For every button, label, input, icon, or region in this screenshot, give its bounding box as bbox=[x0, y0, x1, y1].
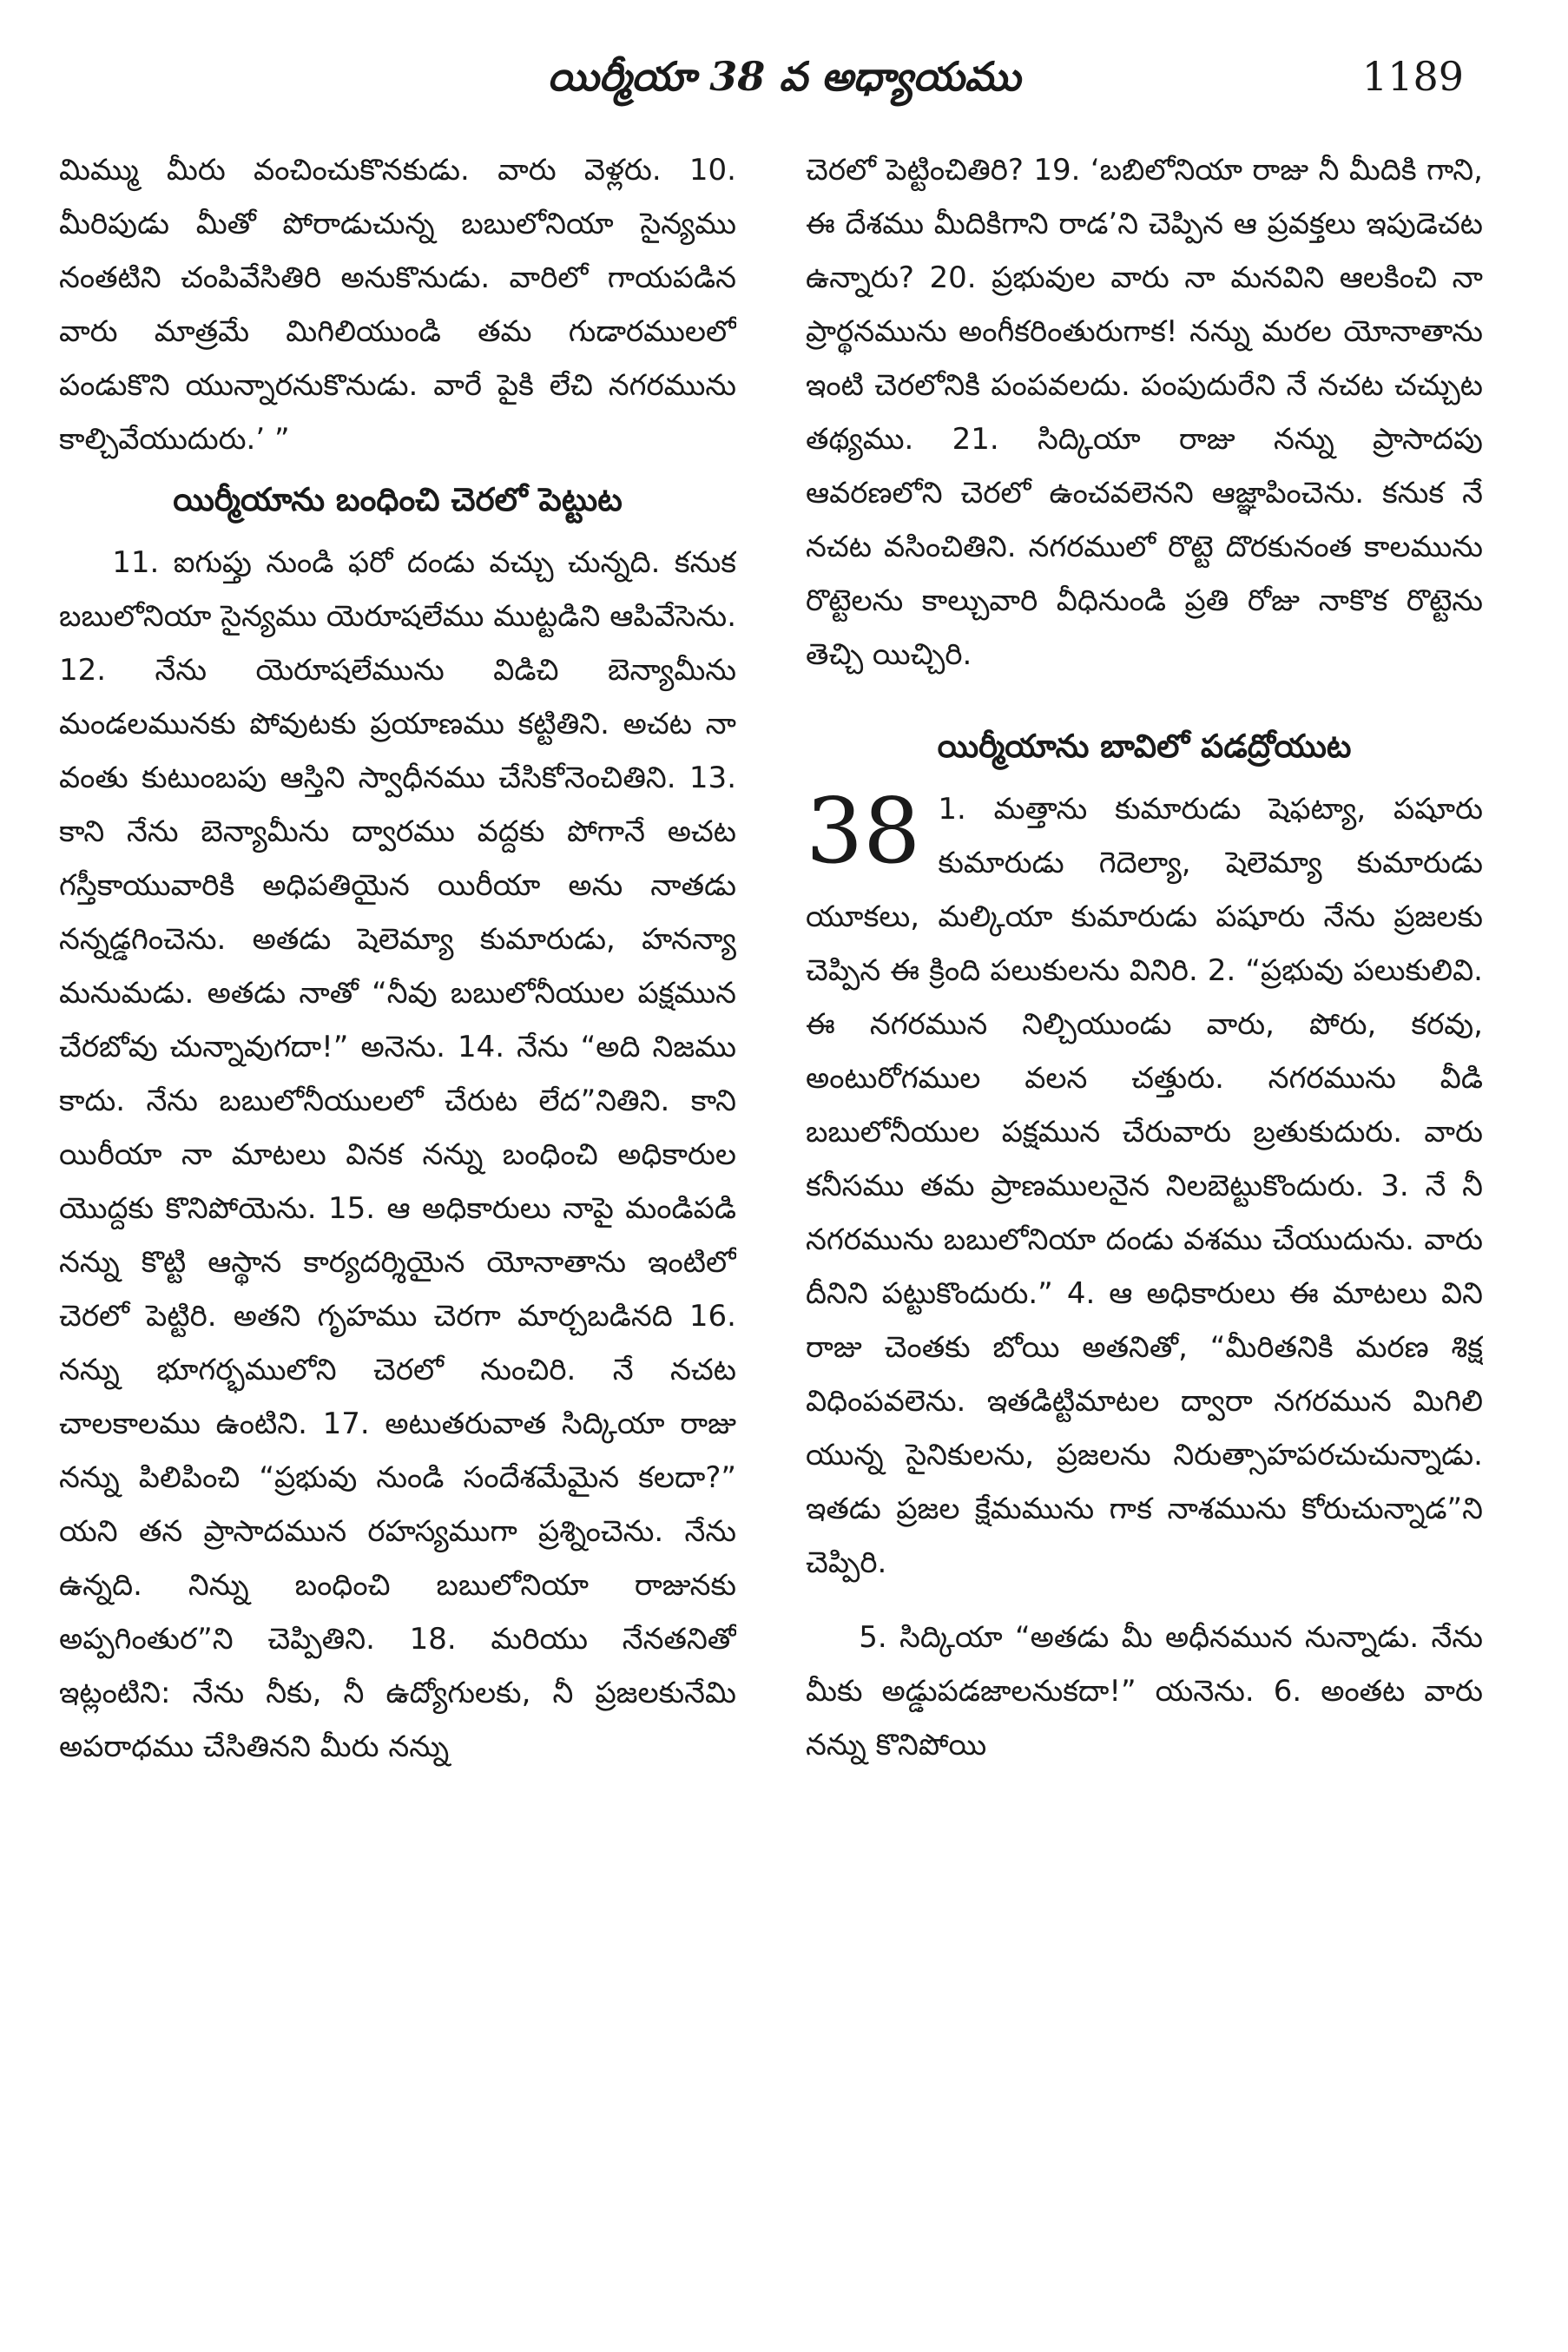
chapter-opening-paragraph bbox=[806, 778, 1483, 1590]
paragraph: 11. ఐగుప్తు నుండి ఫరో దండు వచ్చు చున్నది. కనుక బబులోనియా సైన్యము యెరూషలేము ముట్టడిని ఆపివేసెను. 12. నేను యెరూషలేమును విడిచి బెన్యామీను మండలమునకు పోవుటకు ప్రయాణము కట్టితిని. అచట నా వంతు కుటుంబపు ఆస్తిని స్వాధీనము చేసికోనెంచితిని. 13. కాని నేను బెన్యామీను ద్వారము వద్దకు పోగానే అచట గస్తీకాయువారికి అధిపతియైన యిరీయా అను నాతడు నన్నడ్డగించెను. అతడు షెలెమ్యా కుమారుడు, హనన్యా మనుమడు. అతడు నాతో “నీవు బబులోనీయుల పక్షమున చేరబోవు చున్నావుగదా!” అనెను. 14. నేను “అది నిజము కాదు. నేను బబులోనీయులలో చేరుట లేద”నితిని. కాని యిరీయా నా మాటలు వినక నన్ను బంధించి అధికారుల యొద్దకు కొనిపోయెను. 15. ఆ అధికారులు నాపై మండిపడి నన్ను కొట్టి ఆస్థాన కార్యదర్శియైన యోనాతాను ఇంటిలో చెరలో పెట్టిరి. అతని గృహము చెరగా మార్చబడినది 16. నన్ను భూగర్భములోని చెరలో నుంచిరి. నే నచట చాలకాలము ఉంటిని. 17. అటుతరువాత సిద్కియా రాజు నన్ను పిలిపించి “ప్రభువు నుండి సందేశమేమైన కలదా?” యని తన ప్రాసాదమున రహస్యముగా ప్రశ్నించెను. నేను ఉన్నది. నిన్ను బంధించి బబులోనియా రాజునకు అప్పగింతుర”ని చెప్పితిని. 18. మరియు నేనతనితో ఇట్లంటిని: నేను నీకు, నీ ఉద్యోగులకు, నీ ప్రజలకునేమి అపరాధము చేసితినని మీరు నన్ను bbox=[59, 545, 736, 1764]
paragraph: 5. సిద్కియా “అతడు మీ అధీనమున నున్నాడు. నేను మీకు అడ్డుపడజాలనుకదా!” యనెను. 6. అంతట వారు నన్ను కొనిపోయి bbox=[806, 1620, 1483, 1762]
paragraph: చెరలో పెట్టించితిరి? 19. ‘బబిలోనియా రాజు నీ మీదికి గాని, ఈ దేశము మీదికిగాని రాడ’ని చెప్పిన ఆ ప్రవక్తలు ఇపుడెచట ఉన్నారు? 20. ప్రభువుల వారు నా మనవిని ఆలకించి నా ప్రార్థనమును అంగీకరింతురుగాక! నన్ను మరల యోనాతాను ఇంటి చెరలోనికి పంపవలదు. పంపుదురేని నే నచట చచ్చుట తథ్యము. 21. సిద్కియా రాజు నన్ను ప్రాసాదపు ఆవరణలోని చెరలో ఉంచవలెనని ఆజ్ఞాపించెను. కనుక నే నచట వసించితిని. నగరములో రొట్టె దొరకునంత కాలమును రొట్టెలను కాల్చువారి వీధినుండి ప్రతి రోజు నాకొక రొట్టెను తెచ్చి యిచ్చిరి. bbox=[806, 153, 1483, 672]
chapter-number: 38 bbox=[806, 778, 921, 884]
section-heading: యిర్మీయాను బావిలో పడద్రోయుట bbox=[937, 728, 1352, 765]
left-column bbox=[59, 143, 736, 2314]
page-number: 1189 bbox=[1361, 53, 1464, 100]
right-column bbox=[806, 143, 1483, 2314]
paragraph: మిమ్ము మీరు వంచించుకొనకుడు. వారు వెళ్లరు. 10. మీరిపుడు మీతో పోరాడుచున్న బబులోనియా సైన్యము నంతటిని చంపివేసితిరి అనుకొనుడు. వారిలో గాయపడిన వారు మాత్రమే మిగిలియుండి తమ గుడారములలో పండుకొని యున్నారనుకొనుడు. వారే పైకి లేచి నగరమును కాల్చివేయుదురు.’ ” bbox=[59, 153, 736, 457]
paragraph-text: 1. మత్తాను కుమారుడు షెఫట్యా, పషూరు కుమారుడు గెదెల్యా, షెలెమ్యా కుమారుడు యూకలు, మల్కియా కుమారుడు పషూరు నేను ప్రజలకు చెప్పిన ఈ క్రింది పలుకులను వినిరి. 2. “ప్రభువు పలుకులివి. ఈ నగరమున నిల్చియుండు వారు, పోరు, కరవు, అంటురోగముల వలన చత్తురు. నగరమును వీడి బబులోనీయుల పక్షమున చేరువారు బ్రతుకుదురు. వారు కనీసము తమ ప్రాణములనైన నిలబెట్టుకొందురు. 3. నే నీ నగరమును బబులోనియా దండు వశము చేయుదును. వారు దీనిని పట్టుకొందురు.” 4. ఆ అధికారులు ఈ మాటలు విని రాజు చెంతకు బోయి అతనితో, “మీరితనికి మరణ శిక్ష విధింపవలెను. ఇతడిట్టిమాటల ద్వారా నగరమున మిగిలి యున్న సైనికులను, ప్రజలను నిరుత్సాహపరచుచున్నాడు. ఇతడు ప్రజల క్షేమమును గాక నాశమును కోరుచున్నాడ”ని చెప్పిరి. bbox=[806, 792, 1483, 1580]
chapter-title: యిర్మీయా 38 వ అధ్యాయము bbox=[547, 53, 1021, 100]
section-heading: యిర్మీయాను బంధించి చెరలో పెట్టుట bbox=[173, 481, 623, 518]
running-header bbox=[104, 42, 1464, 111]
